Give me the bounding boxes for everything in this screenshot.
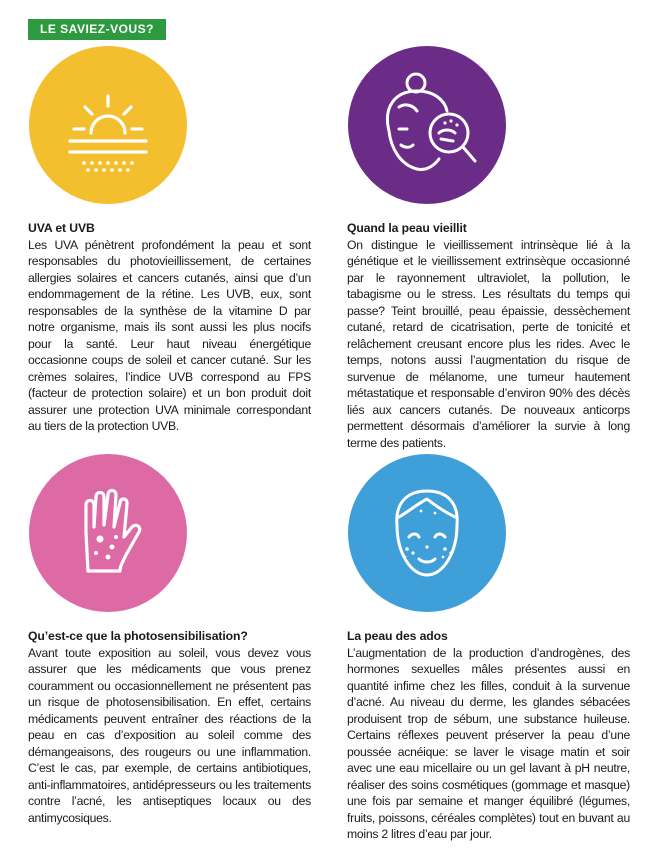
aging-face-magnifier-icon bbox=[347, 45, 507, 205]
section-title: UVA et UVB bbox=[28, 221, 95, 235]
section-title: Quand la peau vieillit bbox=[347, 221, 467, 235]
section-body: On distingue le vieillissement intrinsèque lié à la génétique et le vieillissement extrinsèque occasionné par le rayonnement ultraviolet, la pollution, le tabagisme ou le stress. Les résultats du temps qui passe? Teint brouillé, peau épaissie, dessèchement cutané, retard de cicatrisation, perte de tonicité et relâchement creusant encore plus les rides. Avec le temps, notons aussi l’augmentation du risque de survenue de mélanome, une tumeur hautement métastatique et responsable d’environ 90% des décès liés aux cancers cutanés. De nouveaux anticorps permettent désormais d’améliorer la survie à long terme des patients. bbox=[347, 237, 630, 450]
acne-face-icon bbox=[347, 453, 507, 613]
section-aging-skin bbox=[347, 220, 630, 451]
section-body: Les UVA pénètrent profondément la peau et sont responsables du photovieillissement, de certaines allergies solaires et cancers cutanés, ainsi que d’un endommagement de la rétine. Les UVB, eux, sont responsables de la synthèse de la vitamine D par notre organisme, mais ils sont aussi les plus nocifs pour la santé. Leur haut niveau énergétique occasionne coups de soleil et cancer cutané. Sur les crèmes solaires, l’indice UVB correspond au FPS (facteur de protection solaire) et un bon produit doit assurer une protection UVA minimale correspondant au tiers de la protection UVB. bbox=[28, 237, 311, 433]
section-title: Qu’est-ce que la photosensibilisation? bbox=[28, 629, 248, 643]
photosensitive-hand-icon bbox=[28, 453, 188, 613]
section-photosensitization bbox=[28, 628, 311, 826]
section-title: La peau des ados bbox=[347, 629, 448, 643]
section-uva-uvb bbox=[28, 220, 311, 435]
section-body: L’augmentation de la production d’androgènes, des hormones sexuelles mâles présentes aussi en quantité infime chez les filles, conduit à la survenue d’acné. Au niveau du derme, les glandes sébacées produisent trop de sébum, une substance huileuse. Certains réflexes peuvent préserver la peau d’une poussée acnéique: se laver le visage matin et soir avec une eau micellaire ou un gel lavant à pH neutre, réaliser des soins cosmétiques (gommage et masque) une fois par semaine et manger équilibré (légumes, fruits, poissons, céréales complètes) tout en buvant au moins 2 litres d’eau par jour. bbox=[347, 645, 630, 841]
section-teen-skin bbox=[347, 628, 630, 843]
sun-uv-icon bbox=[28, 45, 188, 205]
section-body: Avant toute exposition au soleil, vous devez vous assurer que les médicaments que vous prenez couramment ou occasionnellement ne présentent pas un risque de photosensibilisation. En effet, certains médicaments peuvent entraîner des réactions de la peau en cas d’exposition au soleil comme des démangeaisons, des rougeurs ou une inflammation. C’est le cas, par exemple, de certains antibiotiques, anti-inflammatoires, antidépresseurs ou les traitements contre l’acné, les antiseptiques locaux ou des antimycosiques. bbox=[28, 645, 311, 825]
banner-label: LE SAVIEZ-VOUS? bbox=[28, 19, 166, 40]
